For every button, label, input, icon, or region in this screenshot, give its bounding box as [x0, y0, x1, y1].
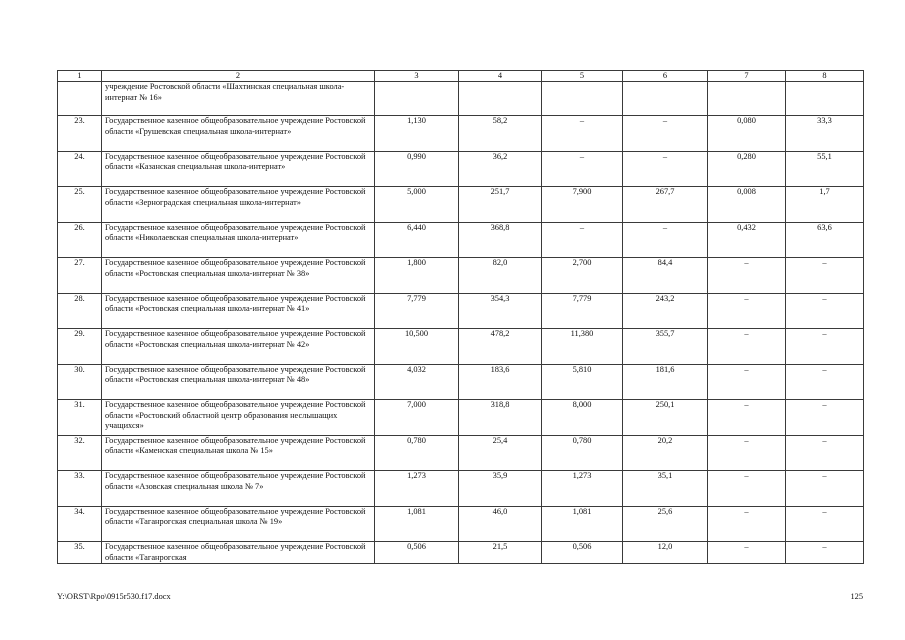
col7-cell: 0,432 — [708, 222, 786, 258]
row-number-cell: 31. — [58, 400, 102, 436]
col7-cell: – — [708, 293, 786, 329]
col5-cell: – — [542, 116, 623, 152]
institution-name-cell: Государственное казенное общеобразовательное учреждение Ростовской области «Ростовская специальная школа-интернат № 42» — [102, 329, 375, 365]
header-cell: 8 — [786, 71, 864, 82]
col4-cell: 251,7 — [459, 187, 542, 223]
col5-cell: 7,900 — [542, 187, 623, 223]
col5-cell: 0,506 — [542, 542, 623, 564]
institution-name-cell: Государственное казенное общеобразовательное учреждение Ростовской области «Азовская специальная школа № 7» — [102, 471, 375, 507]
table-row — [58, 187, 864, 223]
row-number-cell: 34. — [58, 506, 102, 542]
institution-name-cell: Государственное казенное общеобразовательное учреждение Ростовской области «Ростовский областной центр образования неслышащих учащихся» — [102, 400, 375, 436]
header-cell: 1 — [58, 71, 102, 82]
col4-cell: 318,8 — [459, 400, 542, 436]
col3-cell: 7,779 — [375, 293, 459, 329]
table-row — [58, 329, 864, 365]
table-row — [58, 222, 864, 258]
col6-cell: 250,1 — [623, 400, 708, 436]
table-row — [58, 364, 864, 400]
col4-cell: 46,0 — [459, 506, 542, 542]
row-number-cell: 33. — [58, 471, 102, 507]
col5-cell: 0,780 — [542, 435, 623, 471]
row-number-cell: 26. — [58, 222, 102, 258]
footer-file-path: Y:\ORST\Rpo\0915r530.f17.docx — [57, 592, 171, 601]
col8-cell: – — [786, 542, 864, 564]
col8-cell: – — [786, 506, 864, 542]
col4-cell — [459, 82, 542, 116]
col3-cell: 1,081 — [375, 506, 459, 542]
col6-cell: 355,7 — [623, 329, 708, 365]
col3-cell: 7,000 — [375, 400, 459, 436]
col7-cell: – — [708, 542, 786, 564]
col5-cell: 2,700 — [542, 258, 623, 294]
header-cell: 4 — [459, 71, 542, 82]
col8-cell: 63,6 — [786, 222, 864, 258]
col7-cell: 0,080 — [708, 116, 786, 152]
col6-cell: 84,4 — [623, 258, 708, 294]
col4-cell: 478,2 — [459, 329, 542, 365]
table-row — [58, 293, 864, 329]
header-cell: 5 — [542, 71, 623, 82]
col3-cell: 10,500 — [375, 329, 459, 365]
col6-cell: 25,6 — [623, 506, 708, 542]
col3-cell: 0,506 — [375, 542, 459, 564]
col4-cell: 35,9 — [459, 471, 542, 507]
table-row — [58, 542, 864, 564]
institution-name-cell: Государственное казенное общеобразовательное учреждение Ростовской области «Грушевская специальная школа-интернат» — [102, 116, 375, 152]
col8-cell: – — [786, 293, 864, 329]
table-row — [58, 151, 864, 187]
institution-name-cell: Государственное казенное общеобразовательное учреждение Ростовской области «Казанская специальная школа-интернат» — [102, 151, 375, 187]
col8-cell: – — [786, 329, 864, 365]
col6-cell: – — [623, 116, 708, 152]
col5-cell: 8,000 — [542, 400, 623, 436]
col5-cell: – — [542, 151, 623, 187]
table-header — [58, 71, 864, 82]
institution-name-cell: Государственное казенное общеобразовательное учреждение Ростовской области «Таганрогская — [102, 542, 375, 564]
table-row — [58, 435, 864, 471]
col6-cell: 35,1 — [623, 471, 708, 507]
row-number-cell: 23. — [58, 116, 102, 152]
col7-cell: – — [708, 364, 786, 400]
table-row — [58, 400, 864, 436]
row-number-cell: 24. — [58, 151, 102, 187]
institution-name-cell: Государственное казенное общеобразовательное учреждение Ростовской области «Николаевская специальная школа-интернат» — [102, 222, 375, 258]
col4-cell: 368,8 — [459, 222, 542, 258]
col8-cell: – — [786, 400, 864, 436]
col8-cell: 1,7 — [786, 187, 864, 223]
col3-cell — [375, 82, 459, 116]
col8-cell — [786, 82, 864, 116]
col4-cell: 82,0 — [459, 258, 542, 294]
row-number-cell: 25. — [58, 187, 102, 223]
col7-cell: 0,008 — [708, 187, 786, 223]
col5-cell: 5,810 — [542, 364, 623, 400]
institution-name-cell: Государственное казенное общеобразовательное учреждение Ростовской области «Таганрогская специальная школа № 19» — [102, 506, 375, 542]
col6-cell: – — [623, 222, 708, 258]
col6-cell: 267,7 — [623, 187, 708, 223]
col4-cell: 21,5 — [459, 542, 542, 564]
row-number-cell: 28. — [58, 293, 102, 329]
institution-name-cell: Государственное казенное общеобразовательное учреждение Ростовской области «Ростовская специальная школа-интернат № 48» — [102, 364, 375, 400]
col5-cell: 1,081 — [542, 506, 623, 542]
col7-cell: – — [708, 400, 786, 436]
data-table — [57, 70, 864, 564]
row-number-cell: 35. — [58, 542, 102, 564]
header-row — [58, 71, 864, 82]
col7-cell: 0,280 — [708, 151, 786, 187]
col3-cell: 0,990 — [375, 151, 459, 187]
col7-cell: – — [708, 258, 786, 294]
col4-cell: 25,4 — [459, 435, 542, 471]
col3-cell: 0,780 — [375, 435, 459, 471]
col5-cell — [542, 82, 623, 116]
table-row — [58, 471, 864, 507]
col7-cell: – — [708, 506, 786, 542]
header-cell: 3 — [375, 71, 459, 82]
col4-cell: 183,6 — [459, 364, 542, 400]
col7-cell: – — [708, 329, 786, 365]
table-row — [58, 82, 864, 116]
institution-name-cell: Государственное казенное общеобразовательное учреждение Ростовской области «Каменская специальная школа № 15» — [102, 435, 375, 471]
col4-cell: 58,2 — [459, 116, 542, 152]
header-cell: 6 — [623, 71, 708, 82]
page-number: 125 — [850, 592, 863, 601]
col8-cell: – — [786, 258, 864, 294]
col8-cell: 33,3 — [786, 116, 864, 152]
col4-cell: 36,2 — [459, 151, 542, 187]
institution-name-cell: Государственное казенное общеобразовательное учреждение Ростовской области «Ростовская специальная школа-интернат № 41» — [102, 293, 375, 329]
col3-cell: 5,000 — [375, 187, 459, 223]
col8-cell: – — [786, 471, 864, 507]
col6-cell: 243,2 — [623, 293, 708, 329]
col3-cell: 6,440 — [375, 222, 459, 258]
col6-cell: 12,0 — [623, 542, 708, 564]
col5-cell: 11,380 — [542, 329, 623, 365]
col8-cell: 55,1 — [786, 151, 864, 187]
col6-cell: 20,2 — [623, 435, 708, 471]
col6-cell: 181,6 — [623, 364, 708, 400]
col7-cell — [708, 82, 786, 116]
row-number-cell: 27. — [58, 258, 102, 294]
institution-name-cell: Государственное казенное общеобразовательное учреждение Ростовской области «Зерноградская специальная школа-интернат» — [102, 187, 375, 223]
col6-cell: – — [623, 151, 708, 187]
table-row — [58, 116, 864, 152]
col3-cell: 1,800 — [375, 258, 459, 294]
institution-name-cell: Государственное казенное общеобразовательное учреждение Ростовской области «Ростовская специальная школа-интернат № 38» — [102, 258, 375, 294]
col5-cell: – — [542, 222, 623, 258]
col7-cell: – — [708, 471, 786, 507]
row-number-cell: 29. — [58, 329, 102, 365]
row-number-cell: 32. — [58, 435, 102, 471]
col3-cell: 1,130 — [375, 116, 459, 152]
table-row — [58, 258, 864, 294]
col5-cell: 1,273 — [542, 471, 623, 507]
col3-cell: 1,273 — [375, 471, 459, 507]
col8-cell: – — [786, 435, 864, 471]
table-row — [58, 506, 864, 542]
col5-cell: 7,779 — [542, 293, 623, 329]
institution-name-cell: учреждение Ростовской области «Шахтинская специальная школа-интернат № 16» — [102, 82, 375, 116]
col4-cell: 354,3 — [459, 293, 542, 329]
header-cell: 7 — [708, 71, 786, 82]
header-cell: 2 — [102, 71, 375, 82]
row-number-cell — [58, 82, 102, 116]
table-body — [58, 82, 864, 564]
row-number-cell: 30. — [58, 364, 102, 400]
col6-cell — [623, 82, 708, 116]
col8-cell: – — [786, 364, 864, 400]
col7-cell: – — [708, 435, 786, 471]
col3-cell: 4,032 — [375, 364, 459, 400]
